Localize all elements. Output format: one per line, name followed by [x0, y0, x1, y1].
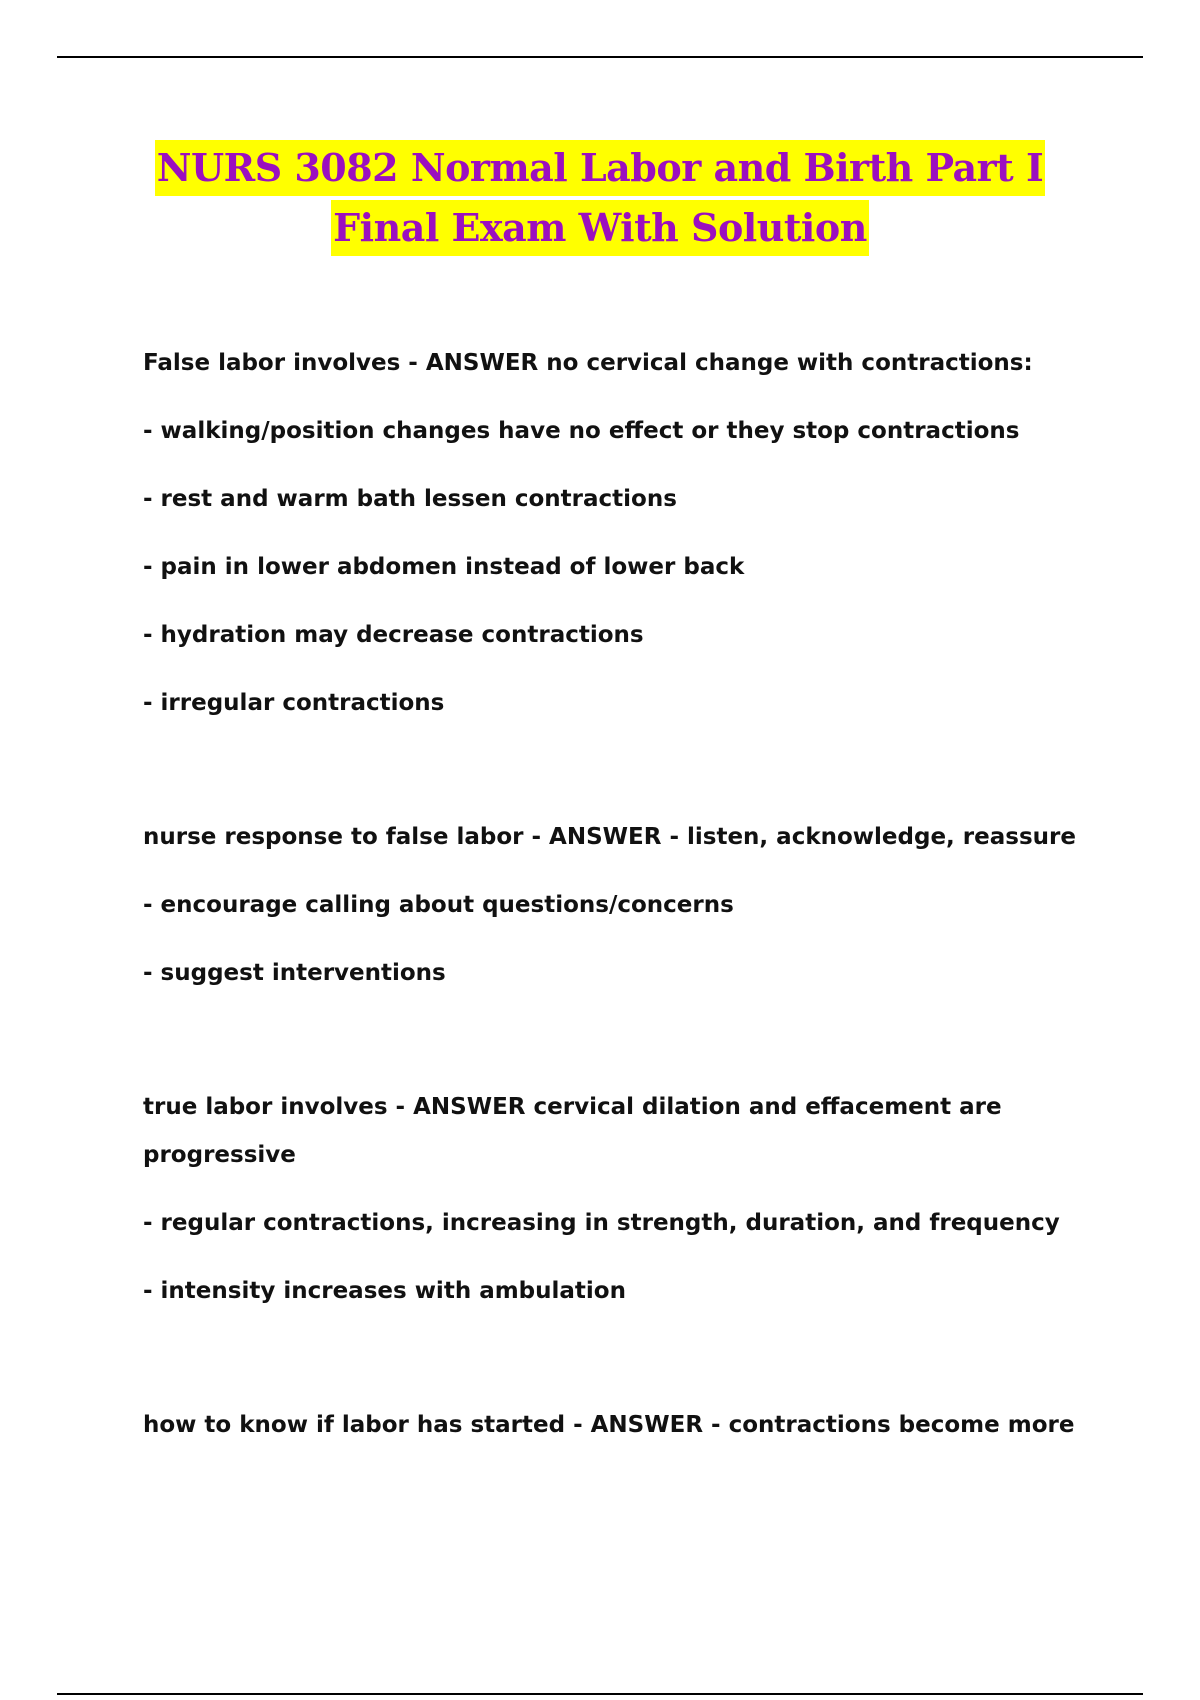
question-block-nurse-response	[143, 822, 1076, 988]
answer-line: - regular contractions, increasing in strength, duration, and frequency	[143, 1210, 1060, 1236]
document-title	[0, 138, 1200, 258]
question-line: true labor involves - ANSWER cervical dilation and effacement are	[143, 1094, 1002, 1120]
section-gap	[143, 1344, 1043, 1410]
question-line: False labor involves - ANSWER no cervical change with contractions:	[143, 350, 1033, 376]
question-block-labor-started	[143, 1410, 1075, 1440]
answer-line: - encourage calling about questions/concerns	[143, 892, 734, 918]
question-line: how to know if labor has started - ANSWER - contractions become more	[143, 1412, 1075, 1438]
title-line-2: Final Exam With Solution	[331, 200, 869, 256]
answer-line: - walking/position changes have no effect or they stop contractions	[143, 418, 1020, 444]
answer-line: - irregular contractions	[143, 690, 445, 716]
section-gap	[143, 1026, 1043, 1092]
answer-line: - suggest interventions	[143, 960, 446, 986]
answer-line: - pain in lower abdomen instead of lower back	[143, 554, 745, 580]
answer-line: - intensity increases with ambulation	[143, 1278, 626, 1304]
question-block-true-labor	[143, 1092, 1060, 1306]
top-rule	[57, 56, 1143, 58]
section-gap	[143, 756, 1043, 822]
document-body	[143, 348, 1076, 1478]
question-line-continued: progressive	[143, 1142, 296, 1168]
question-block-false-labor	[143, 348, 1043, 718]
bottom-rule	[57, 1693, 1143, 1695]
answer-line: - hydration may decrease contractions	[143, 622, 644, 648]
question-line: nurse response to false labor - ANSWER - listen, acknowledge, reassure	[143, 824, 1076, 850]
title-line-1: NURS 3082 Normal Labor and Birth Part I	[155, 140, 1046, 196]
answer-line: - rest and warm bath lessen contractions	[143, 486, 677, 512]
